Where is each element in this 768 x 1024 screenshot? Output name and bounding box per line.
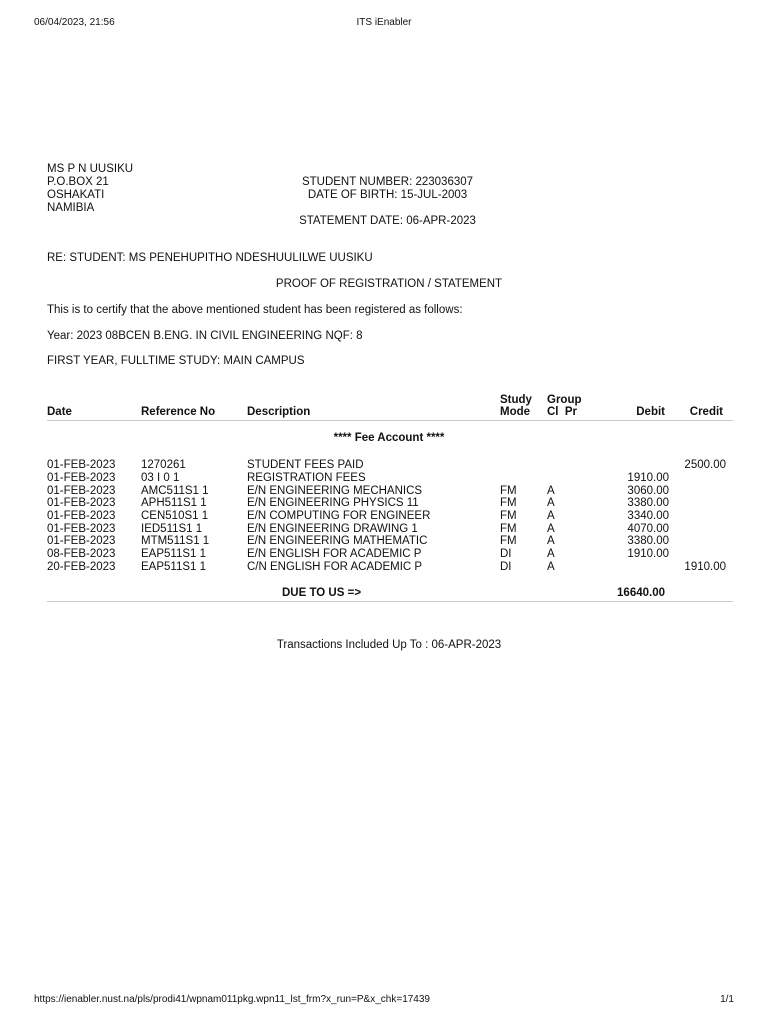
row-description: E/N ENGINEERING MECHANICS xyxy=(247,485,423,497)
header-study: Study xyxy=(500,394,532,406)
table-row xyxy=(0,535,768,548)
table-row xyxy=(0,510,768,523)
address-line: NAMIBIA xyxy=(47,202,95,214)
header-date: Date xyxy=(47,406,72,418)
row-reference: APH511S1 1 xyxy=(141,497,207,509)
table-row xyxy=(0,497,768,510)
header-reference: Reference No xyxy=(141,406,216,418)
address-line: MS P N UUSIKU xyxy=(47,163,134,175)
print-url: https://ienabler.nust.na/pls/prodi41/wpnam011pkg.wpn11_lst_frm?x_run=P&x_chk=17439 xyxy=(34,994,430,1005)
row-date: 20-FEB-2023 xyxy=(47,561,116,573)
row-mode: FM xyxy=(500,497,517,509)
header-class-priority: Cl Pr xyxy=(547,406,578,418)
print-datetime: 06/04/2023, 21:56 xyxy=(34,17,115,28)
re-student-line: RE: STUDENT: MS PENEHUPITHO NDESHUULILWE UUSIKU xyxy=(47,252,373,264)
certify-text: This is to certify that the above mentioned student has been registered as follows: xyxy=(47,304,463,316)
row-date: 08-FEB-2023 xyxy=(47,548,116,560)
section-title: **** Fee Account **** xyxy=(333,432,445,444)
header-divider xyxy=(47,420,733,421)
row-description: E/N ENGINEERING PHYSICS 11 xyxy=(247,497,419,509)
page-number: 1/1 xyxy=(720,994,734,1005)
header-credit: Credit xyxy=(689,406,723,418)
table-row xyxy=(0,459,768,472)
due-to-us-label: DUE TO US => xyxy=(282,587,362,599)
row-reference: 03 I 0 1 xyxy=(141,472,180,484)
row-mode: FM xyxy=(500,485,517,497)
statement-date: STATEMENT DATE: 06-APR-2023 xyxy=(299,215,476,227)
row-description: C/N ENGLISH FOR ACADEMIC P xyxy=(247,561,423,573)
table-row xyxy=(0,548,768,561)
row-description: E/N COMPUTING FOR ENGINEER xyxy=(247,510,431,522)
row-debit: 4070.00 xyxy=(627,523,669,535)
row-date: 01-FEB-2023 xyxy=(47,523,116,535)
print-title: ITS iEnabler xyxy=(356,17,412,28)
row-description: E/N ENGINEERING DRAWING 1 xyxy=(247,523,418,535)
header-description: Description xyxy=(247,406,311,418)
row-description: E/N ENGINEERING MATHEMATIC xyxy=(247,535,428,547)
row-mode: FM xyxy=(500,510,517,522)
table-row xyxy=(0,561,768,574)
header-group: Group xyxy=(547,394,582,406)
row-mode: DI xyxy=(500,561,512,573)
date-of-birth: DATE OF BIRTH: 15-JUL-2003 xyxy=(307,189,468,201)
row-group: A xyxy=(547,535,555,547)
row-group: A xyxy=(547,561,555,573)
row-debit: 3380.00 xyxy=(627,497,669,509)
row-credit: 2500.00 xyxy=(684,459,726,471)
row-debit: 1910.00 xyxy=(627,472,669,484)
row-reference: CEN510S1 1 xyxy=(141,510,209,522)
row-date: 01-FEB-2023 xyxy=(47,472,116,484)
row-date: 01-FEB-2023 xyxy=(47,497,116,509)
row-description: E/N ENGLISH FOR ACADEMIC P xyxy=(247,548,422,560)
row-reference: EAP511S1 1 xyxy=(141,561,207,573)
row-description: REGISTRATION FEES xyxy=(247,472,366,484)
study-line: FIRST YEAR, FULLTIME STUDY: MAIN CAMPUS xyxy=(47,355,305,367)
row-reference: IED511S1 1 xyxy=(141,523,203,535)
header-debit: Debit xyxy=(636,406,665,418)
programme-line: Year: 2023 08BCEN B.ENG. IN CIVIL ENGINEERING NQF: 8 xyxy=(47,330,363,342)
row-reference: 1270261 xyxy=(141,459,186,471)
address-line: OSHAKATI xyxy=(47,189,105,201)
row-credit: 1910.00 xyxy=(684,561,726,573)
row-reference: EAP511S1 1 xyxy=(141,548,207,560)
row-debit: 1910.00 xyxy=(627,548,669,560)
row-group: A xyxy=(547,497,555,509)
row-group: A xyxy=(547,548,555,560)
row-debit: 3380.00 xyxy=(627,535,669,547)
due-amount: 16640.00 xyxy=(617,587,665,599)
row-group: A xyxy=(547,523,555,535)
header-mode: Mode xyxy=(500,406,531,418)
row-group: A xyxy=(547,510,555,522)
row-mode: FM xyxy=(500,523,517,535)
row-date: 01-FEB-2023 xyxy=(47,510,116,522)
student-number: STUDENT NUMBER: 223036307 xyxy=(301,176,474,188)
transactions-included-line: Transactions Included Up To : 06-APR-2023 xyxy=(276,639,502,651)
address-line: P.O.BOX 21 xyxy=(47,176,109,188)
totals-divider xyxy=(47,601,733,602)
row-group: A xyxy=(547,485,555,497)
row-date: 01-FEB-2023 xyxy=(47,485,116,497)
row-mode: DI xyxy=(500,548,512,560)
row-mode: FM xyxy=(500,535,517,547)
row-debit: 3340.00 xyxy=(627,510,669,522)
row-date: 01-FEB-2023 xyxy=(47,535,116,547)
row-debit: 3060.00 xyxy=(627,485,669,497)
row-description: STUDENT FEES PAID xyxy=(247,459,364,471)
row-reference: MTM511S1 1 xyxy=(141,535,210,547)
row-date: 01-FEB-2023 xyxy=(47,459,116,471)
row-reference: AMC511S1 1 xyxy=(141,485,209,497)
document-title: PROOF OF REGISTRATION / STATEMENT xyxy=(275,278,503,290)
table-row xyxy=(0,472,768,485)
